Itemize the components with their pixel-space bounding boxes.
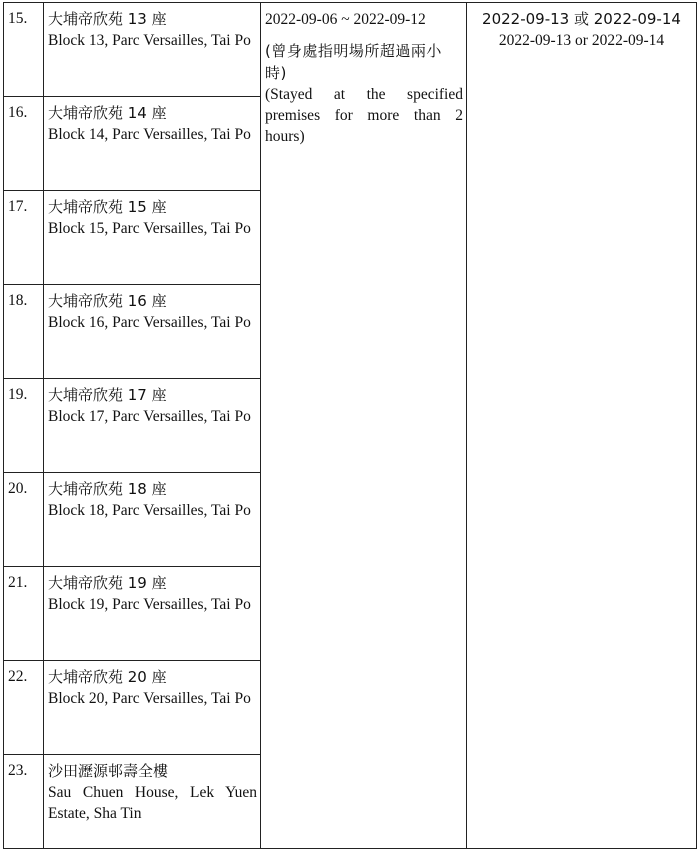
premises-name-zh: 大埔帝欣苑 17 座 (48, 386, 167, 404)
date-range: 2022-09-06 ~ 2022-09-12 (265, 11, 426, 28)
premises-cell (44, 285, 261, 379)
row-number: 19. (4, 379, 44, 473)
premises-cell (44, 379, 261, 473)
premises-cell (44, 661, 261, 755)
premises-cell (44, 191, 261, 285)
table-row (4, 3, 697, 97)
premises-name-zh: 大埔帝欣苑 18 座 (48, 480, 167, 498)
row-number: 22. (4, 661, 44, 755)
premises-cell (44, 755, 261, 849)
premises-name-en: Block 14, Parc Versailles, Tai Po (48, 126, 251, 143)
row-number: 18. (4, 285, 44, 379)
premises-cell (44, 567, 261, 661)
premises-cell (44, 97, 261, 191)
premises-name-zh: 沙田瀝源邨壽全樓 (48, 762, 169, 780)
premises-name-en: Block 13, Parc Versailles, Tai Po (48, 32, 251, 49)
premises-name-en: Sau Chuen House, Lek Yuen Estate, Sha Tin (48, 784, 257, 822)
premises-name-zh: 大埔帝欣苑 15 座 (48, 198, 167, 216)
specified-premises-table (3, 2, 697, 849)
row-number: 15. (4, 3, 44, 97)
row-number: 23. (4, 755, 44, 849)
premises-name-en: Block 19, Parc Versailles, Tai Po (48, 596, 251, 613)
premises-cell (44, 473, 261, 567)
row-number: 16. (4, 97, 44, 191)
premises-name-en: Block 17, Parc Versailles, Tai Po (48, 408, 251, 425)
test-dates-en: 2022-09-13 or 2022-09-14 (498, 32, 665, 49)
test-dates-cell (467, 3, 697, 849)
row-number: 17. (4, 191, 44, 285)
premises-name-en: Block 16, Parc Versailles, Tai Po (48, 314, 251, 331)
premises-name-zh: 大埔帝欣苑 14 座 (48, 104, 167, 122)
row-number: 20. (4, 473, 44, 567)
premises-name-en: Block 20, Parc Versailles, Tai Po (48, 690, 251, 707)
premises-name-zh: 大埔帝欣苑 13 座 (48, 10, 167, 28)
stay-note-en: (Stayed at the specified premises for more than 2 hours) (265, 86, 463, 145)
premises-cell (44, 3, 261, 97)
premises-name-zh: 大埔帝欣苑 16 座 (48, 292, 167, 310)
dates-cell (261, 3, 467, 849)
test-dates-zh: 2022-09-13 或 2022-09-14 (482, 10, 681, 28)
stay-note-zh: (曾身處指明場所超過兩小時) (265, 42, 442, 82)
premises-name-en: Block 18, Parc Versailles, Tai Po (48, 502, 251, 519)
row-number: 21. (4, 567, 44, 661)
premises-name-zh: 大埔帝欣苑 19 座 (48, 574, 167, 592)
premises-name-en: Block 15, Parc Versailles, Tai Po (48, 220, 251, 237)
premises-name-zh: 大埔帝欣苑 20 座 (48, 668, 167, 686)
